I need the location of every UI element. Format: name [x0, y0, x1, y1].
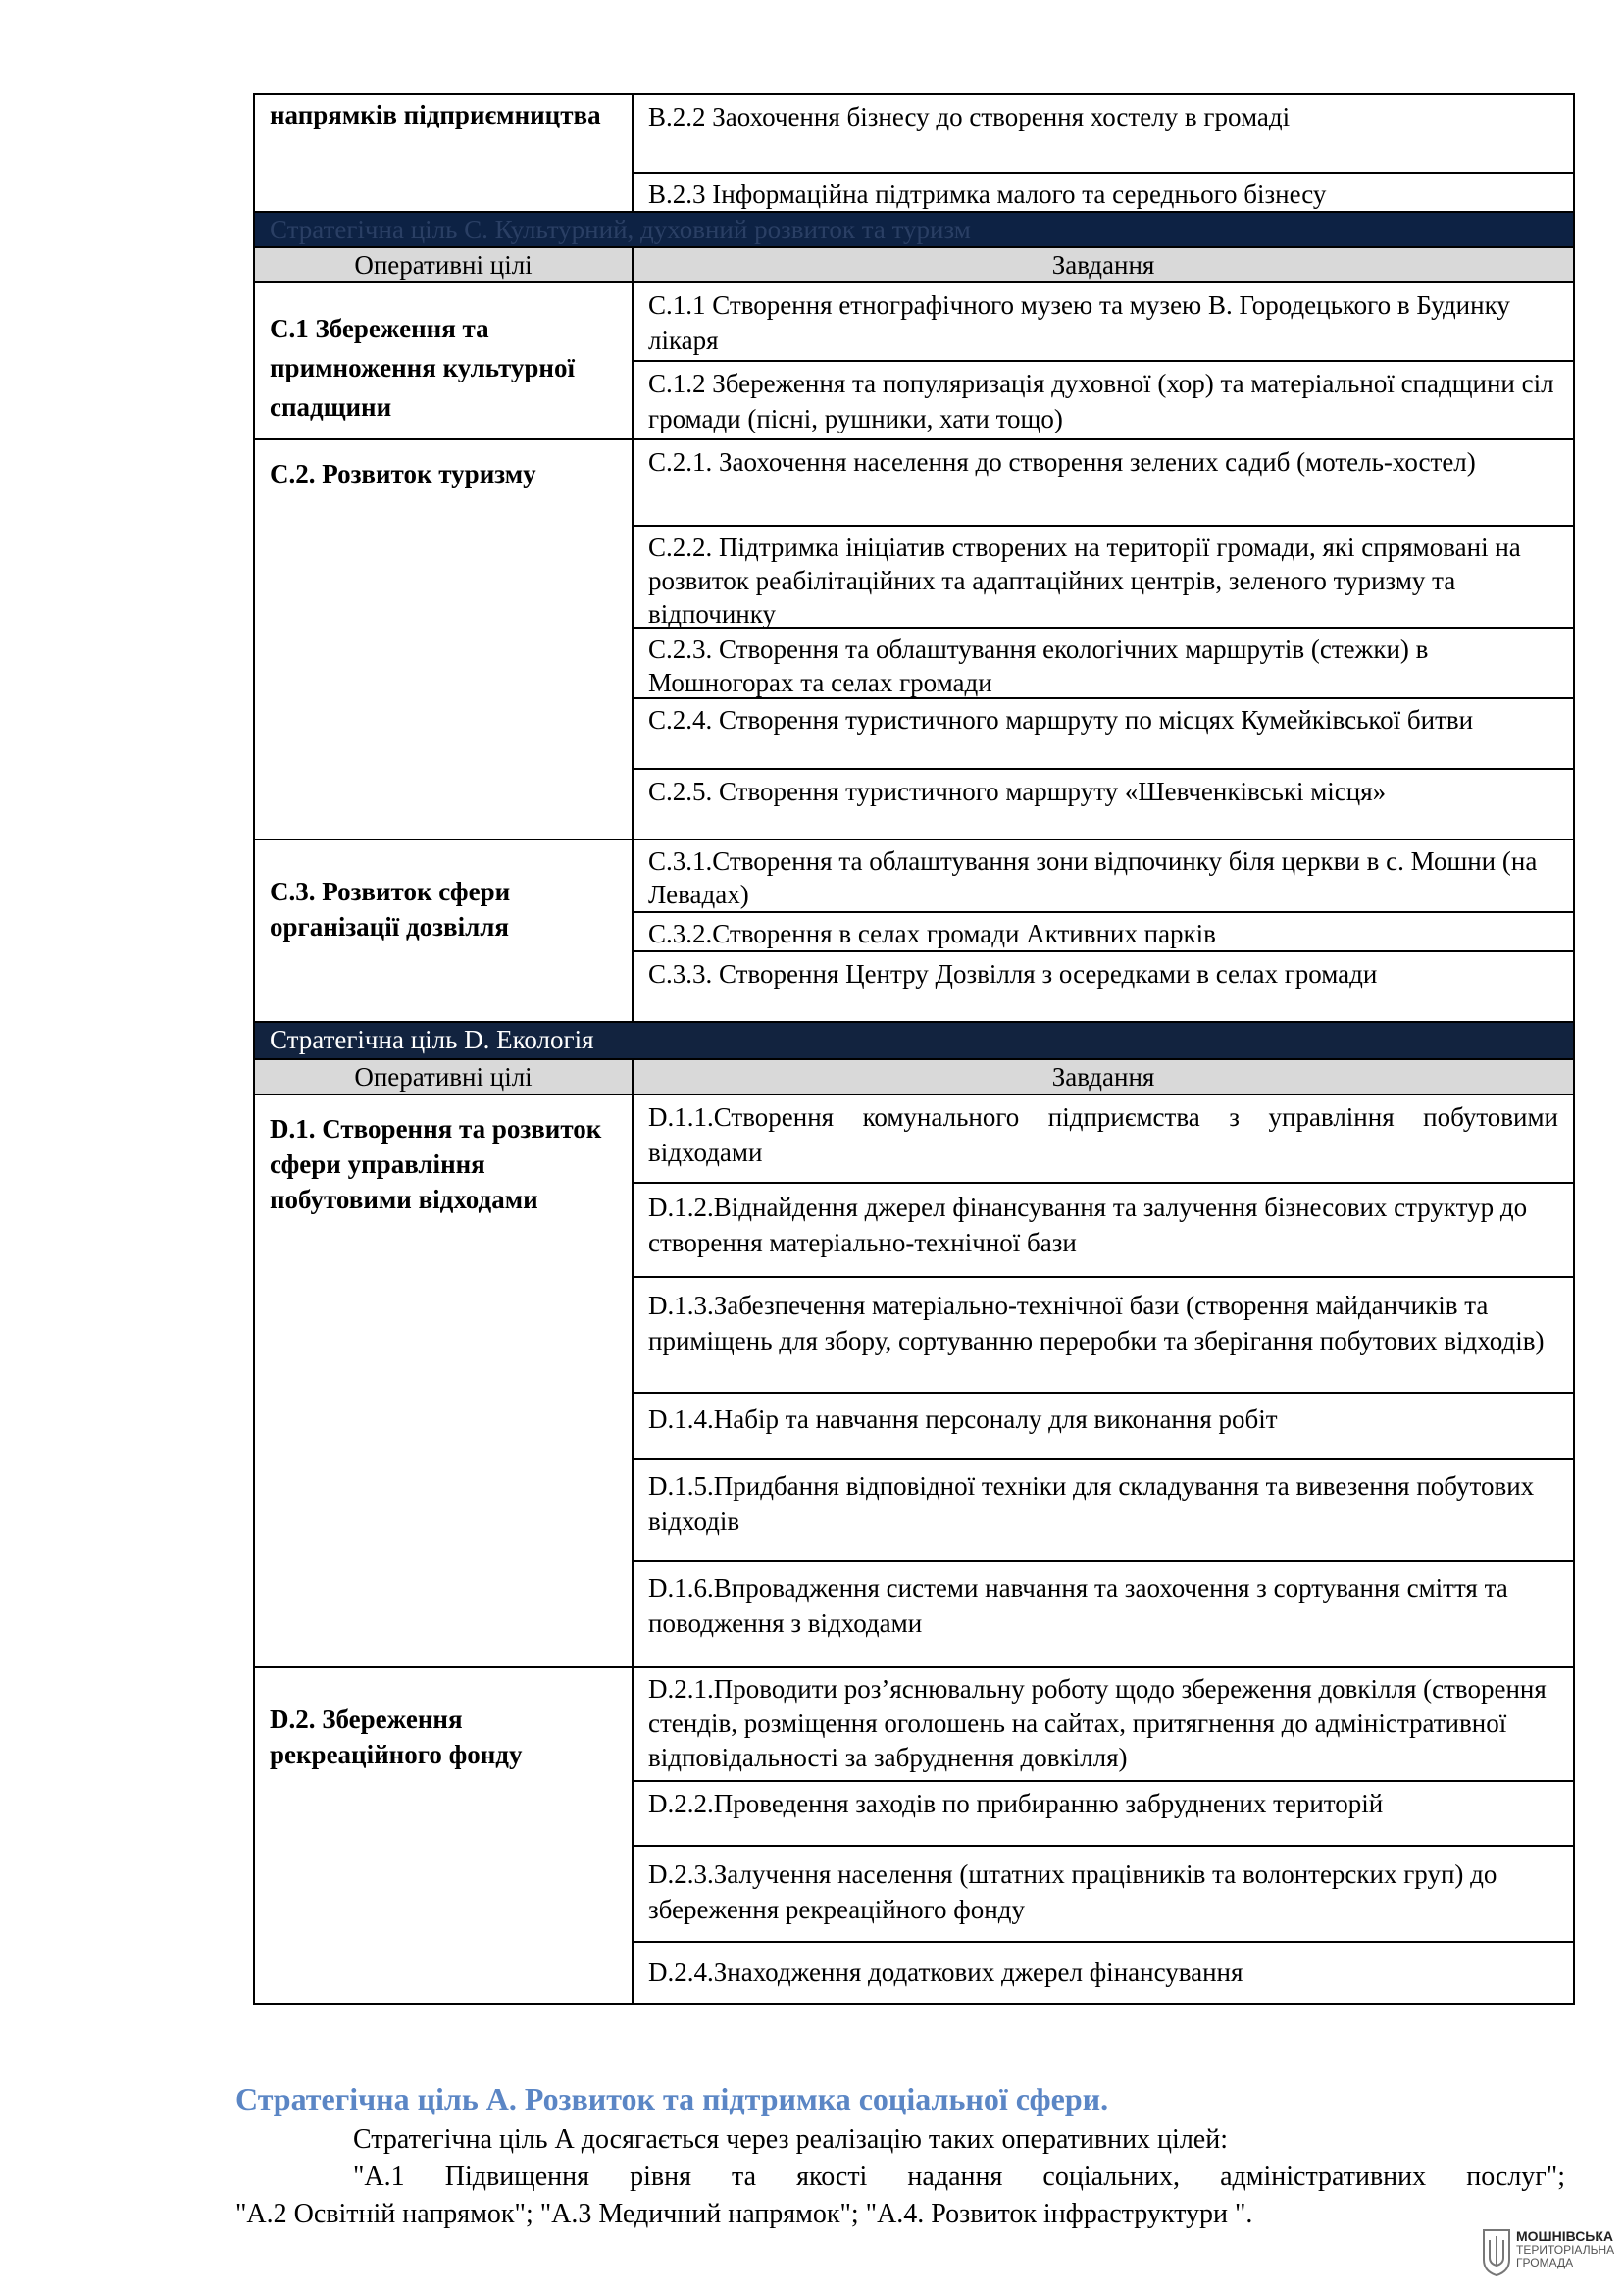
- task-cell: [632, 839, 1575, 913]
- task-cell: [632, 627, 1575, 699]
- task-text: B.2.3 Інформаційна підтримка малого та середнього бізнесу: [648, 179, 1327, 209]
- community-logo: [1481, 2226, 1615, 2281]
- task-cell: [632, 1780, 1575, 1847]
- goal-title: D.1. Створення та розвиток сфери управління побутовими відходами: [270, 1114, 602, 1214]
- goal-title: С.3. Розвиток сфери організації дозвілля: [270, 877, 511, 942]
- goal-cell-d1: [253, 1094, 634, 1668]
- section-title: Стратегічна ціль D. Екологія: [270, 1025, 594, 1054]
- goal-cell-c2: [253, 438, 634, 840]
- task-text: С.2.2. Підтримка ініціатив створених на території громади, які спрямовані на розвиток реабілітаційних та адаптаційних центрів, зеленого туризму та відпочинку: [648, 533, 1521, 629]
- task-cell: [632, 525, 1575, 629]
- task-cell: [632, 768, 1575, 840]
- task-cell: [632, 1094, 1575, 1184]
- task-text: D.1.5.Придбання відповідної техніки для складування та вивезення побутових відходів: [648, 1471, 1535, 1536]
- goal-title: С.1 Збереження та примноження культурної спадщини: [270, 314, 575, 422]
- column-header-tasks: Завдання: [632, 246, 1575, 283]
- task-text: D.1.2.Віднайдення джерел фінансування та залучення бізнесових структур до створення матеріально-технічної бази: [648, 1193, 1528, 1257]
- task-cell: [632, 172, 1575, 213]
- task-text: D.1.4.Набір та навчання персоналу для виконання робіт: [648, 1404, 1278, 1434]
- task-cell: [632, 1666, 1575, 1782]
- task-text: D.2.2.Проведення заходів по прибиранню забруднених територій: [648, 1789, 1384, 1818]
- goal-cell-d2: [253, 1666, 634, 2005]
- task-text: D.2.3.Залучення населення (штатних працівників та волонтерских груп) до збереження рекреаційного фонду: [648, 1859, 1497, 1924]
- task-cell: [632, 950, 1575, 1023]
- task-cell: [632, 438, 1575, 527]
- goal-title: напрямків підприємництва: [270, 100, 601, 129]
- column-header-goals: Оперативні цілі: [253, 1058, 634, 1095]
- column-header-goals: Оперативні цілі: [253, 246, 634, 283]
- task-cell: [632, 93, 1575, 174]
- task-text: С.2.3. Створення та облаштування екологічних маршрутів (стежки) в Мошногорах та селах громади: [648, 635, 1429, 697]
- task-cell: [632, 1392, 1575, 1460]
- paragraph-goals-line1: "А.1 Підвищення рівня та якості надання соціальних, адміністративних послуг";: [353, 2162, 1565, 2192]
- logo-line: МОШНІВСЬКА: [1516, 2228, 1614, 2244]
- goal-title: D.2. Збереження рекреаційного фонду: [270, 1705, 523, 1769]
- task-text: D.1.6.Впровадження системи навчання та заохочення з сортування сміття та поводження з відходами: [648, 1573, 1508, 1638]
- goal-cell-b2: [253, 93, 634, 213]
- paragraph-goals-line2: "А.2 Освітній напрямок"; "А.3 Медичний напрямок"; "А.4. Розвиток інфраструктури ".: [235, 2199, 1253, 2229]
- task-cell: [632, 281, 1575, 362]
- task-text: D.1.3.Забезпечення матеріально-технічної бази (створення майданчиків та приміщень для збору, сортуванню переробки та зберігання побутових відходів): [648, 1291, 1545, 1355]
- task-cell: [632, 697, 1575, 770]
- task-text: С.2.5. Створення туристичного маршруту «Шевченківські місця»: [648, 777, 1387, 806]
- task-text: С.1.1 Створення етнографічного музею та музею В. Городецького в Будинку лікаря: [648, 290, 1510, 355]
- task-text: С.1.2 Збереження та популяризація духовної (хор) та матеріальної спадщини сіл громади (пісні, рушники, хати тощо): [648, 369, 1554, 433]
- task-cell: [632, 1941, 1575, 2005]
- column-header-tasks: Завдання: [632, 1058, 1575, 1095]
- task-cell: [632, 360, 1575, 440]
- goal-cell-c3: [253, 839, 634, 1023]
- task-text-justified: D.1.1.Створення комунального підприємства з управління побутовими відходами: [648, 1102, 1558, 1167]
- task-text: С.2.4. Створення туристичного маршруту по місцях Кумейківської битви: [648, 705, 1474, 735]
- task-text: D.2.4.Знаходження додаткових джерел фінансування: [648, 1958, 1243, 1987]
- trident-emblem-icon: [1481, 2226, 1512, 2277]
- section-title: Стратегічна ціль С. Культурний, духовний розвиток та туризм: [270, 215, 971, 244]
- logo-text: [1516, 2230, 1614, 2269]
- section-band-d: [253, 1021, 1575, 1060]
- paragraph-intro: Стратегічна ціль А досягається через реалізацію таких оперативних цілей:: [353, 2124, 1228, 2155]
- task-cell: [632, 1458, 1575, 1562]
- task-text: С.2.1. Заохочення населення до створення зелених садиб (мотель-хостел): [648, 447, 1476, 477]
- task-text: С.3.1.Створення та облаштування зони відпочинку біля церкви в с. Мошни (на Левадах): [648, 846, 1538, 909]
- section-band-c: [253, 211, 1575, 248]
- task-text: С.3.2.Створення в селах громади Активних парків: [648, 919, 1216, 948]
- task-cell: [632, 1182, 1575, 1278]
- task-text: B.2.2 Заохочення бізнесу до створення хостелу в громаді: [648, 102, 1291, 131]
- logo-line: ГРОМАДА: [1516, 2256, 1574, 2269]
- task-text: С.3.3. Створення Центру Дозвілля з осередками в селах громади: [648, 959, 1378, 989]
- task-text: D.2.1.Проводити роз’яснювальну роботу щодо збереження довкілля (створення стендів, розміщення оголошень на сайтах, притягнення до адміністративної відповідальності за забруднення довкілля): [648, 1674, 1547, 1772]
- task-cell: [632, 1560, 1575, 1668]
- goal-title: С.2. Розвиток туризму: [270, 459, 536, 488]
- task-cell: [632, 1276, 1575, 1394]
- task-cell: [632, 1845, 1575, 1943]
- goal-cell-c1: [253, 281, 634, 440]
- logo-line: ТЕРИТОРІАЛЬНА: [1516, 2243, 1615, 2257]
- task-cell: [632, 911, 1575, 952]
- section-heading: Стратегічна ціль А. Розвиток та підтримка соціальної сфери.: [235, 2081, 1109, 2116]
